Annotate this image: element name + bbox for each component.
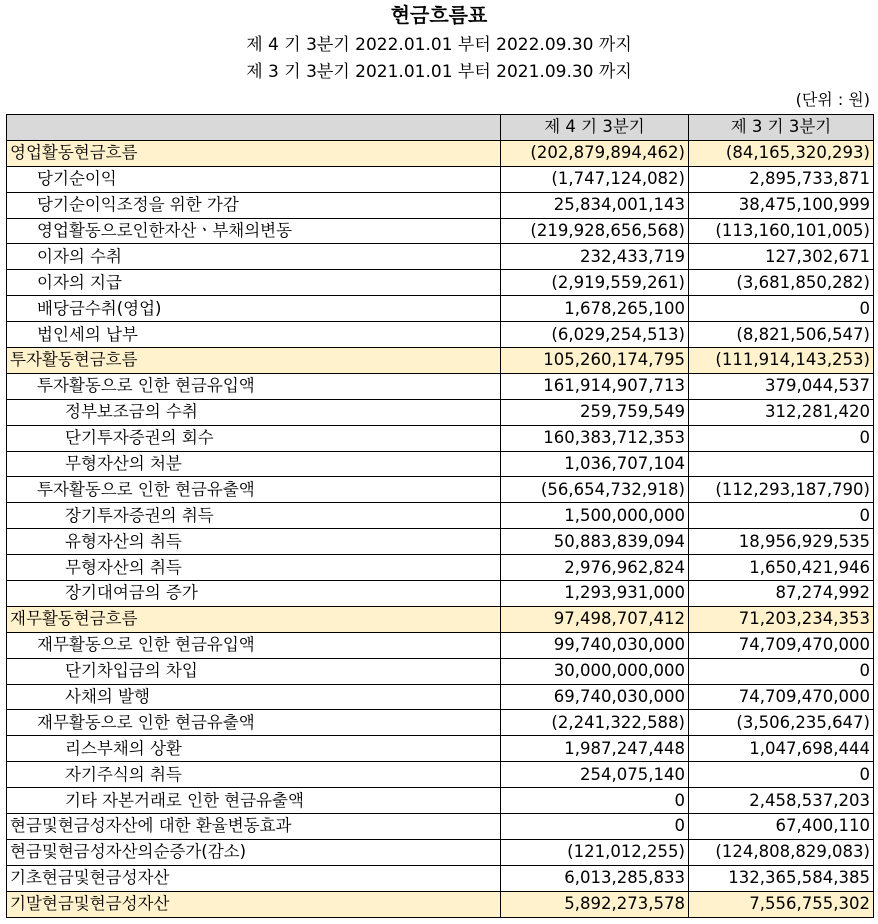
table-row	[7, 140, 874, 166]
table-row	[7, 865, 874, 891]
table-row	[7, 503, 874, 529]
cash-flow-table	[6, 114, 874, 918]
account-label: 재무활동으로 인한 현금유출액	[7, 710, 501, 736]
account-label: 장기대여금의 증가	[7, 581, 501, 607]
prior-period-value: 71,203,234,353	[689, 606, 874, 632]
account-label: 기말현금및현금성자산	[7, 891, 501, 917]
account-label: 사채의 발행	[7, 684, 501, 710]
prior-period-value: 74,709,470,000	[689, 684, 874, 710]
table-row	[7, 891, 874, 917]
account-label: 무형자산의 취득	[7, 555, 501, 581]
current-period-value: 1,987,247,448	[501, 736, 689, 762]
prior-period-value: 132,365,584,385	[689, 865, 874, 891]
table-row	[7, 399, 874, 425]
current-period-value: 160,383,712,353	[501, 425, 689, 451]
table-row	[7, 244, 874, 270]
current-period-value: 254,075,140	[501, 762, 689, 788]
current-period-value: 0	[501, 788, 689, 814]
account-label: 기타 자본거래로 인한 현금유출액	[7, 788, 501, 814]
account-label: 투자활동현금흐름	[7, 348, 501, 374]
table-row	[7, 581, 874, 607]
account-label: 배당금수취(영업)	[7, 296, 501, 322]
current-period-value: 50,883,839,094	[501, 529, 689, 555]
prior-period-value: (112,293,187,790)	[689, 477, 874, 503]
table-row	[7, 710, 874, 736]
account-label: 당기순이익	[7, 166, 501, 192]
current-period-value: 259,759,549	[501, 399, 689, 425]
current-period-value: 1,500,000,000	[501, 503, 689, 529]
prior-period-value: 67,400,110	[689, 814, 874, 840]
account-label: 무형자산의 처분	[7, 451, 501, 477]
prior-period-value: (8,821,506,547)	[689, 322, 874, 348]
account-label: 투자활동으로 인한 현금유입액	[7, 373, 501, 399]
table-row	[7, 166, 874, 192]
current-period-value: (2,919,559,261)	[501, 270, 689, 296]
account-label: 투자활동으로 인한 현금유출액	[7, 477, 501, 503]
table-row	[7, 348, 874, 374]
current-period-value: (219,928,656,568)	[501, 218, 689, 244]
prior-period-value: 0	[689, 425, 874, 451]
unit-label: (단위 : 원)	[795, 90, 870, 109]
account-label: 단기차입금의 차입	[7, 658, 501, 684]
account-label: 재무활동으로 인한 현금유입액	[7, 632, 501, 658]
current-period-value: 2,976,962,824	[501, 555, 689, 581]
prior-period-value: 0	[689, 762, 874, 788]
period-current: 제 4 기 3분기 2022.01.01 부터 2022.09.30 까지	[246, 35, 632, 55]
table-row	[7, 788, 874, 814]
account-label: 영업활동으로인한자산ㆍ부채의변동	[7, 218, 501, 244]
current-period-value: (56,654,732,918)	[501, 477, 689, 503]
account-label: 당기순이익조정을 위한 가감	[7, 192, 501, 218]
account-label: 자기주식의 취득	[7, 762, 501, 788]
prior-period-value: 2,895,733,871	[689, 166, 874, 192]
prior-period-value: 87,274,992	[689, 581, 874, 607]
table-row	[7, 477, 874, 503]
prior-period-value: (124,808,829,083)	[689, 839, 874, 865]
table-row	[7, 606, 874, 632]
table-row	[7, 425, 874, 451]
current-period-value: (6,029,254,513)	[501, 322, 689, 348]
current-period-value: 5,892,273,578	[501, 891, 689, 917]
table-row	[7, 736, 874, 762]
table-row	[7, 270, 874, 296]
current-period-value: 1,036,707,104	[501, 451, 689, 477]
account-label: 기초현금및현금성자산	[7, 865, 501, 891]
current-period-value: 97,498,707,412	[501, 606, 689, 632]
account-label: 장기투자증권의 취득	[7, 503, 501, 529]
prior-period-value: (84,165,320,293)	[689, 140, 874, 166]
current-period-value: 1,293,931,000	[501, 581, 689, 607]
column-header-account	[7, 115, 501, 141]
table-row	[7, 814, 874, 840]
table-row	[7, 555, 874, 581]
account-label: 리스부채의 상환	[7, 736, 501, 762]
table-row	[7, 451, 874, 477]
table-row	[7, 839, 874, 865]
prior-period-value: 2,458,537,203	[689, 788, 874, 814]
account-label: 단기투자증권의 회수	[7, 425, 501, 451]
prior-period-value	[689, 451, 874, 477]
table-row	[7, 658, 874, 684]
current-period-value: 25,834,001,143	[501, 192, 689, 218]
prior-period-value: (3,506,235,647)	[689, 710, 874, 736]
prior-period-value: 127,302,671	[689, 244, 874, 270]
account-label: 유형자산의 취득	[7, 529, 501, 555]
current-period-value: 1,678,265,100	[501, 296, 689, 322]
prior-period-value: 74,709,470,000	[689, 632, 874, 658]
period-prior: 제 3 기 3분기 2021.01.01 부터 2021.09.30 까지	[246, 62, 632, 82]
column-header-prior: 제 3 기 3분기	[689, 115, 874, 141]
current-period-value: 69,740,030,000	[501, 684, 689, 710]
prior-period-value: 38,475,100,999	[689, 192, 874, 218]
table-row	[7, 322, 874, 348]
table-row	[7, 632, 874, 658]
current-period-value: (2,241,322,588)	[501, 710, 689, 736]
prior-period-value: 1,650,421,946	[689, 555, 874, 581]
prior-period-value: 0	[689, 503, 874, 529]
account-label: 이자의 수취	[7, 244, 501, 270]
table-row	[7, 762, 874, 788]
account-label: 법인세의 납부	[7, 322, 501, 348]
account-label: 정부보조금의 수취	[7, 399, 501, 425]
prior-period-value: 18,956,929,535	[689, 529, 874, 555]
table-row	[7, 192, 874, 218]
prior-period-value: (3,681,850,282)	[689, 270, 874, 296]
table-header-row	[7, 115, 874, 141]
account-label: 현금및현금성자산의순증가(감소)	[7, 839, 501, 865]
current-period-value: (202,879,894,462)	[501, 140, 689, 166]
document-title: 현금흐름표	[390, 3, 488, 27]
current-period-value: 30,000,000,000	[501, 658, 689, 684]
prior-period-value: 312,281,420	[689, 399, 874, 425]
column-header-current: 제 4 기 3분기	[501, 115, 689, 141]
prior-period-value: 0	[689, 658, 874, 684]
account-label: 현금및현금성자산에 대한 환율변동효과	[7, 814, 501, 840]
table-row	[7, 529, 874, 555]
current-period-value: 6,013,285,833	[501, 865, 689, 891]
table-row	[7, 296, 874, 322]
table-row	[7, 684, 874, 710]
prior-period-value: 1,047,698,444	[689, 736, 874, 762]
account-label: 영업활동현금흐름	[7, 140, 501, 166]
current-period-value: (121,012,255)	[501, 839, 689, 865]
current-period-value: 232,433,719	[501, 244, 689, 270]
current-period-value: 0	[501, 814, 689, 840]
current-period-value: 99,740,030,000	[501, 632, 689, 658]
account-label: 재무활동현금흐름	[7, 606, 501, 632]
prior-period-value: (113,160,101,005)	[689, 218, 874, 244]
prior-period-value: 0	[689, 296, 874, 322]
prior-period-value: 7,556,755,302	[689, 891, 874, 917]
prior-period-value: 379,044,537	[689, 373, 874, 399]
current-period-value: (1,747,124,082)	[501, 166, 689, 192]
table-row	[7, 373, 874, 399]
current-period-value: 161,914,907,713	[501, 373, 689, 399]
prior-period-value: (111,914,143,253)	[689, 348, 874, 374]
table-row	[7, 218, 874, 244]
account-label: 이자의 지급	[7, 270, 501, 296]
current-period-value: 105,260,174,795	[501, 348, 689, 374]
